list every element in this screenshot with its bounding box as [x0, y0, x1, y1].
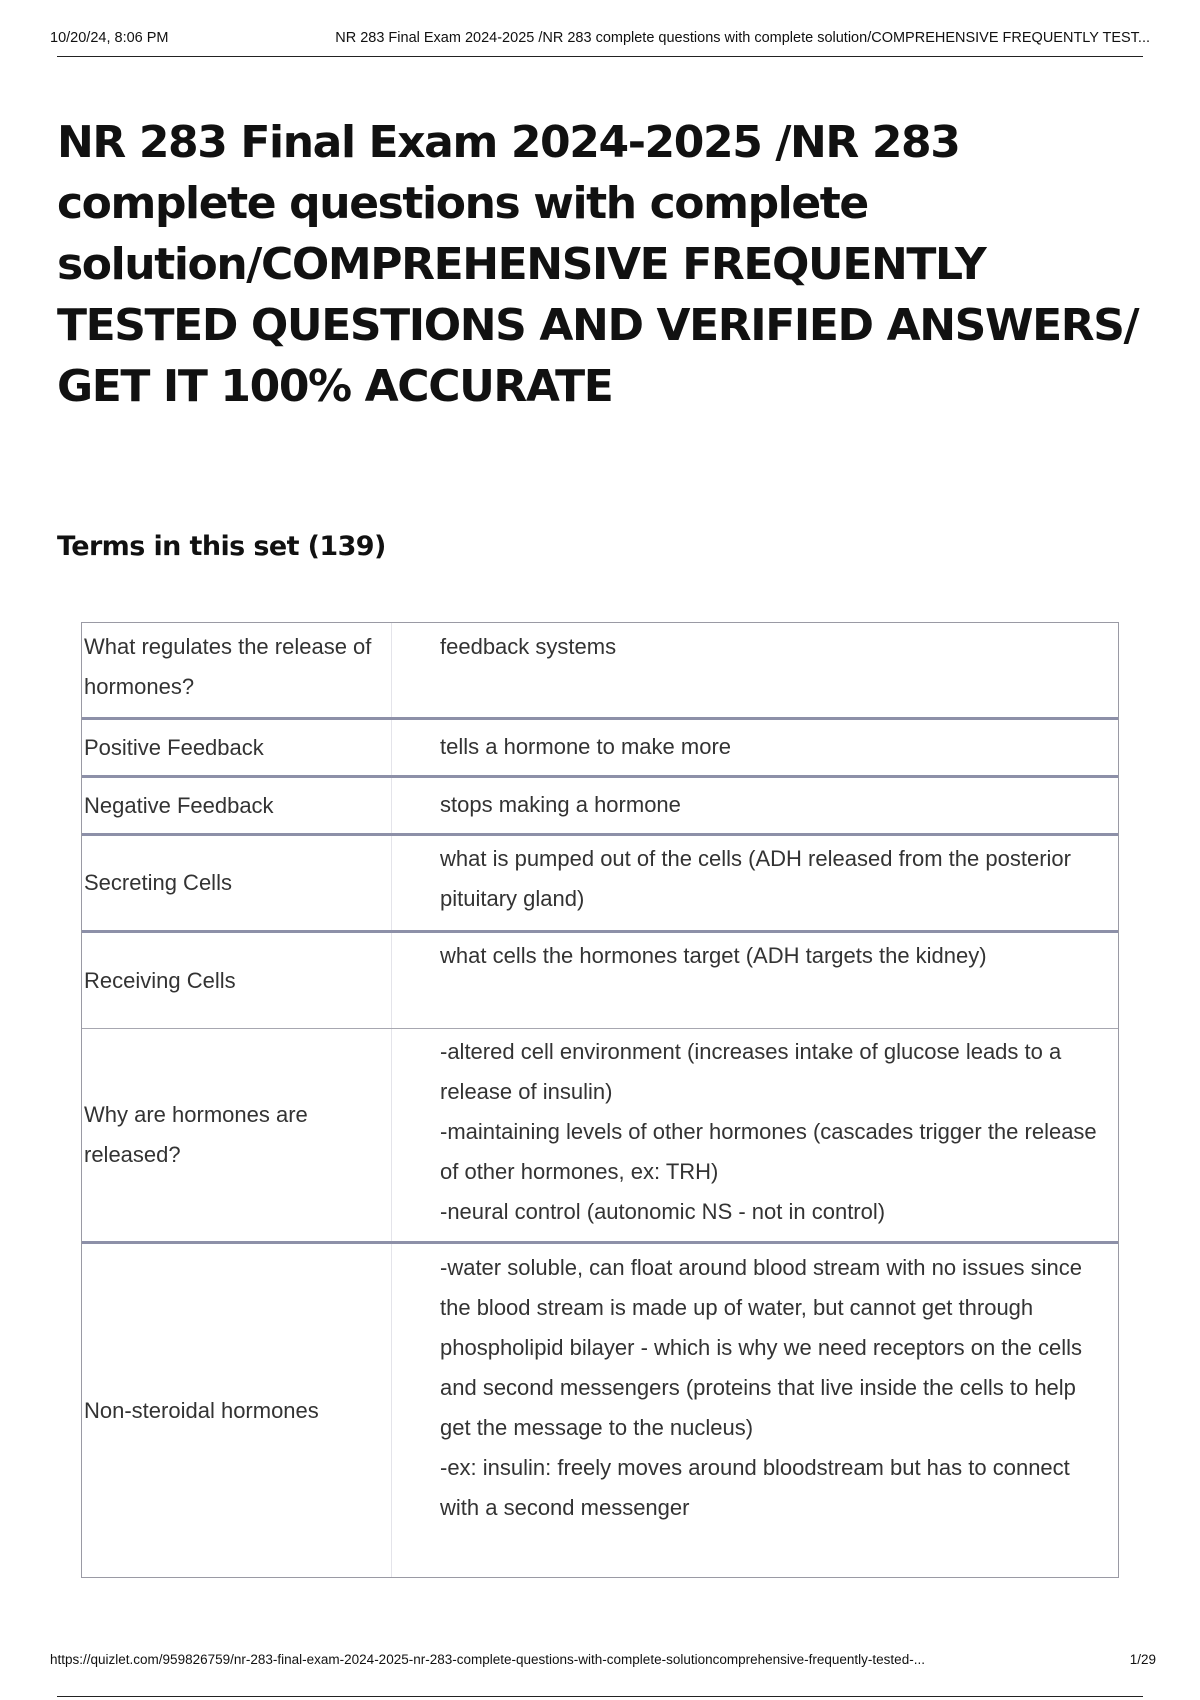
table-row: [82, 836, 1118, 933]
header-divider: [57, 56, 1143, 57]
term-cell: Secreting Cells: [82, 836, 392, 930]
table-row: [82, 1029, 1118, 1244]
definition-cell: stops making a hormone: [440, 792, 681, 817]
term-cell: What regulates the release of hormones?: [82, 623, 392, 717]
term-cell: Receiving Cells: [82, 933, 392, 1028]
footer-divider: [57, 1696, 1143, 1697]
term-cell: Negative Feedback: [82, 778, 392, 833]
table-row: [82, 933, 1118, 1029]
term-cell: Why are hormones are released?: [82, 1029, 392, 1241]
definition-cell: feedback systems: [440, 634, 617, 659]
definition-cell: -water soluble, can float around blood stream with no issues since the blood stream is made up of water, but cannot get through phospholipid bilayer - which is why we need receptors on the cells and second messengers (proteins that live inside the cells to help get the message to the nucleus) -ex: insulin: freely moves around bloodstream but has to connect with a second messenger: [440, 1255, 1083, 1520]
page-title: NR 283 Final Exam 2024-2025 /NR 283 complete questions with complete solution/COMPREHENSIVE FREQUENTLY TESTED QUESTIONS AND VERIFIED ANSWERS/ GET IT 100% ACCURATE: [57, 117, 1139, 412]
print-header-title: NR 283 Final Exam 2024-2025 /NR 283 complete questions with complete solution/COMPREHENSIVE FREQUENTLY TEST...: [335, 30, 1150, 46]
table-row: [82, 1244, 1118, 1577]
page-url: https://quizlet.com/959826759/nr-283-final-exam-2024-2025-nr-283-complete-questions-with-complete-solutioncomprehensive-frequently-tested-...: [50, 1652, 925, 1667]
definition-cell: what cells the hormones target (ADH targets the kidney): [440, 943, 987, 968]
print-header: [50, 30, 1150, 52]
print-date: 10/20/24, 8:06 PM: [50, 30, 169, 46]
terms-count-heading: Terms in this set (139): [57, 531, 386, 562]
page-number: 1/29: [1129, 1652, 1156, 1667]
terms-table: [81, 622, 1119, 1578]
term-cell: Non-steroidal hormones: [82, 1244, 392, 1577]
print-footer: [50, 1652, 1156, 1667]
table-row: [82, 778, 1118, 836]
definition-cell: what is pumped out of the cells (ADH released from the posterior pituitary gland): [440, 846, 1071, 911]
table-row: [82, 720, 1118, 778]
table-row: [82, 623, 1118, 720]
definition-cell: tells a hormone to make more: [440, 734, 732, 759]
term-cell: Positive Feedback: [82, 720, 392, 775]
definition-cell: -altered cell environment (increases intake of glucose leads to a release of insulin) -maintaining levels of other hormones (cascades trigger the release of other hormones, ex: TRH) -neural control (autonomic NS - not in control): [440, 1039, 1097, 1224]
